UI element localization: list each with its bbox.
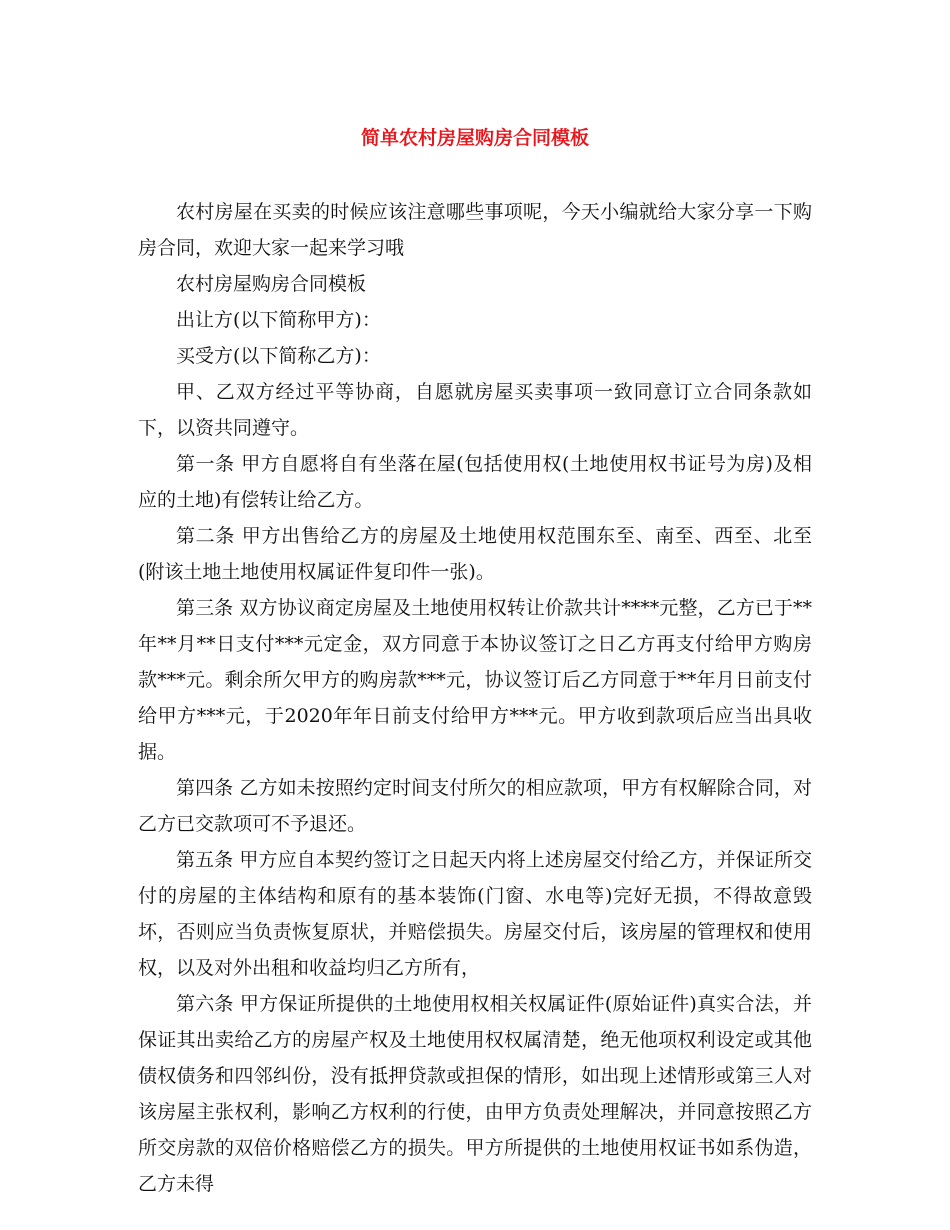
paragraph-article-6: 第六条 甲方保证所提供的土地使用权相关权属证件(原始证件)真实合法，并保证其出卖给乙方的房屋产权及土地使用权权属清楚，绝无他项权利设定或其他债权债务和四邻纠份，没有抵押贷款或担保的情形，如出现上述情形或第三人对该房屋主张权利，影响乙方权利的行使，由甲方负责处理解决，并同意按照乙方所交房款的双倍价格赔偿乙方的损失。甲方所提供的土地使用权证书如系伪造，乙方未得 xyxy=(138,993,812,1195)
paragraph-article-5: 第五条 甲方应自本契约签订之日起天内将上述房屋交付给乙方，并保证所交付的房屋的主体结构和原有的基本装饰(门窗、水电等)完好无损，不得故意毁坏，否则应当负责恢复原状，并赔偿损失。房屋交付后，该房屋的管理权和使用权，以及对外出租和收益均归乙方所有， xyxy=(138,849,812,979)
paragraph-article-4: 第四条 乙方如未按照约定时间支付所欠的相应款项，甲方有权解除合同，对乙方已交款项可不予退还。 xyxy=(138,777,812,835)
paragraph-party-b: 买受方(以下简称乙方)： xyxy=(176,345,381,367)
paragraph-intro: 农村房屋在买卖的时候应该注意哪些事项呢，今天小编就给大家分享一下购房合同，欢迎大家一起来学习哦 xyxy=(138,201,812,259)
paragraph-article-2: 第二条 甲方出售给乙方的房屋及土地使用权范围东至、南至、西至、北至(附该土地土地使用权属证件复印件一张)。 xyxy=(138,525,812,583)
paragraph-article-1: 第一条 甲方自愿将自有坐落在屋(包括使用权(土地使用权书证号为房)及相应的土地)有偿转让给乙方。 xyxy=(138,453,812,511)
document-body xyxy=(138,194,812,1202)
paragraph-preamble: 甲、乙双方经过平等协商，自愿就房屋买卖事项一致同意订立合同条款如下，以资共同遵守。 xyxy=(138,381,812,439)
paragraph-subtitle: 农村房屋购房合同模板 xyxy=(176,273,367,295)
document-title: 简单农村房屋购房合同模板 xyxy=(360,127,589,149)
paragraph-article-3: 第三条 双方协议商定房屋及土地使用权转让价款共计****元整，乙方已于**年**月**日支付***元定金，双方同意于本协议签订之日乙方再支付给甲方购房款***元。剩余所欠甲方的购房款***元，协议签订后乙方同意于**年月日前支付给甲方***元，于2020年年日前支付给甲方***元。甲方收到款项后应当出具收据。 xyxy=(138,597,812,763)
paragraph-party-a: 出让方(以下简称甲方)： xyxy=(176,309,381,331)
